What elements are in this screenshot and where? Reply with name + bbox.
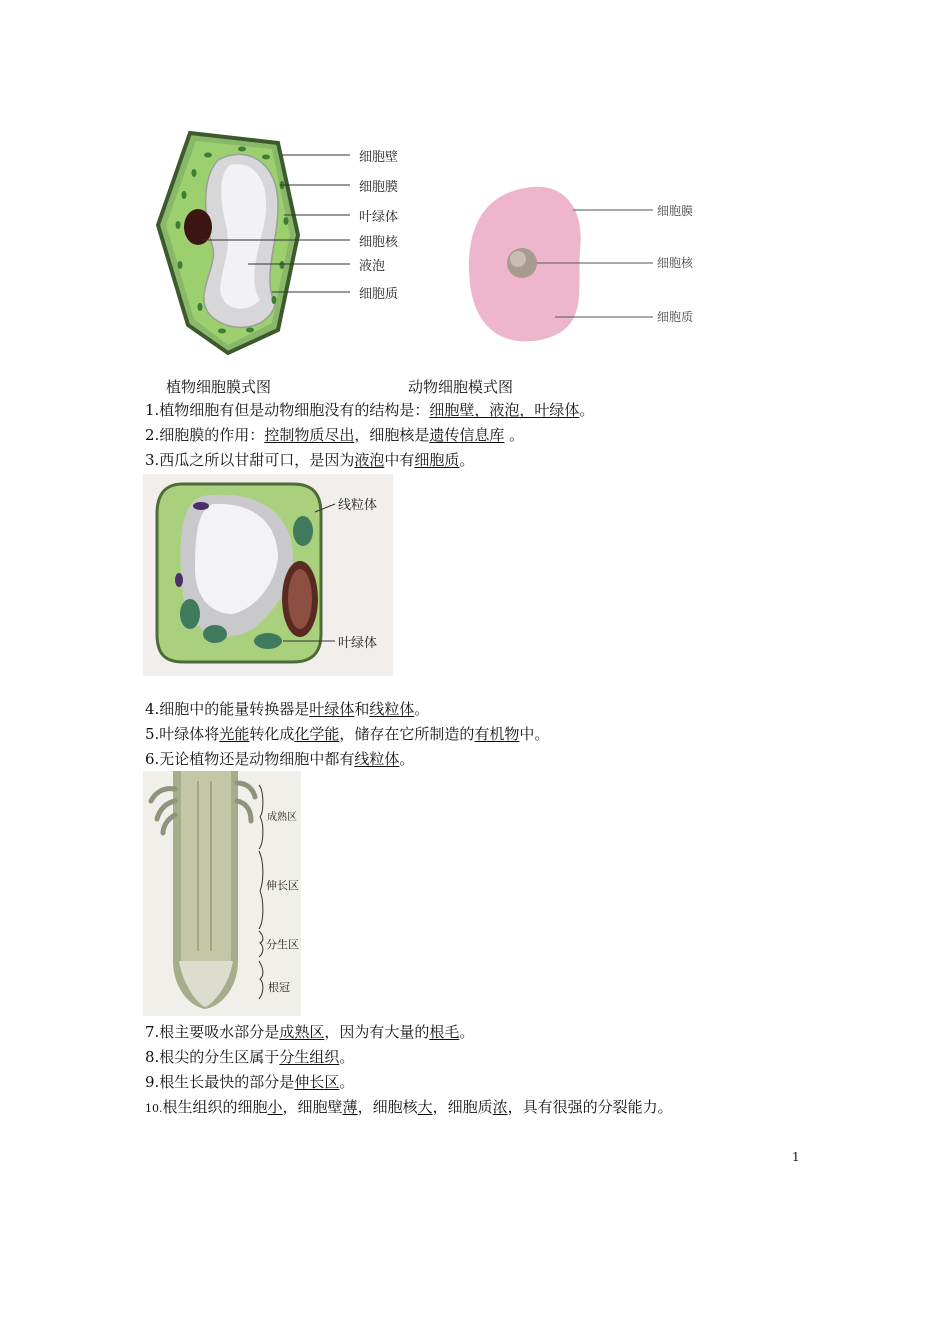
answer-10a: 小 (267, 1098, 283, 1116)
question-4: 4.细胞中的能量转换器是叶绿体和线粒体。 (145, 700, 430, 718)
question-3: 3.西瓜之所以甘甜可口，是因为液泡中有细胞质。 (145, 451, 475, 469)
answer-5c: 有机物 (474, 725, 520, 743)
animal-label-cell-membrane: 细胞膜 (657, 204, 694, 218)
answer-10d: 浓 (492, 1098, 508, 1116)
plant-cell-diagram (150, 125, 430, 360)
plant-label-chloroplast: 叶绿体 (359, 210, 399, 225)
answer-2b: 遗传信息库 (429, 426, 505, 444)
question-7: 7.根主要吸水部分是成熟区，因为有大量的根毛。 (145, 1023, 475, 1041)
question-6: 6.无论植物还是动物细胞中都有线粒体。 (145, 750, 415, 768)
cell2-label-chloroplast: 叶绿体 (338, 636, 378, 651)
answer-3a: 液泡 (354, 451, 385, 469)
page-number: 1 (792, 1150, 800, 1164)
answer-10b: 薄 (342, 1098, 358, 1116)
question-5: 5.叶绿体将光能转化成化学能，储存在它所制造的有机物中。 (145, 725, 550, 743)
plant-label-cell-wall: 细胞壁 (359, 150, 399, 165)
plant-label-cell-membrane: 细胞膜 (359, 180, 399, 195)
answer-4b: 线粒体 (369, 700, 415, 718)
answer-3b: 细胞质 (414, 451, 460, 469)
animal-cell-diagram (465, 180, 725, 345)
root-tip-diagram (143, 771, 301, 1016)
answer-8: 分生组织 (279, 1048, 340, 1066)
answer-9: 伸长区 (294, 1073, 340, 1091)
caption-animal-cell: 动物细胞模式图 (408, 378, 514, 396)
answer-7b: 根毛 (429, 1023, 460, 1041)
question-1: 1.植物细胞有但是动物细胞没有的结构是：细胞壁，液泡，叶绿体。 (145, 401, 595, 419)
question-10: 10.根生组织的细胞小，细胞壁薄，细胞核大，细胞质浓，具有很强的分裂能力。 (145, 1098, 673, 1116)
answer-1: 细胞壁，液泡，叶绿体 (429, 401, 580, 419)
question-2: 2.细胞膜的作用：控制物质尽出，细胞核是遗传信息库 。 (145, 426, 525, 444)
root-label-root-cap: 根冠 (268, 981, 290, 994)
answer-5a: 光能 (219, 725, 250, 743)
answer-10c: 大 (417, 1098, 433, 1116)
plant-label-nucleus: 细胞核 (359, 235, 399, 250)
cell-organelle-diagram (143, 474, 393, 676)
answer-5b: 化学能 (294, 725, 340, 743)
animal-label-nucleus: 细胞核 (657, 256, 694, 270)
root-label-meristem-zone: 分生区 (266, 938, 299, 951)
plant-label-cytoplasm: 细胞质 (359, 287, 399, 302)
root-label-elongation-zone: 伸长区 (266, 879, 299, 892)
question-9: 9.根生长最快的部分是伸长区。 (145, 1073, 355, 1091)
plant-label-vacuole: 液泡 (359, 259, 386, 274)
cell2-label-mitochondria: 线粒体 (338, 498, 378, 513)
answer-2a: 控制物质尽出 (264, 426, 355, 444)
answer-7a: 成熟区 (279, 1023, 325, 1041)
answer-6: 线粒体 (354, 750, 400, 768)
root-label-maturation-zone: 成熟区 (267, 812, 297, 823)
animal-label-cytoplasm: 细胞质 (657, 310, 694, 324)
answer-4a: 叶绿体 (309, 700, 355, 718)
question-8: 8.根尖的分生区属于分生组织。 (145, 1048, 355, 1066)
caption-plant-cell: 植物细胞膜式图 (166, 378, 272, 396)
